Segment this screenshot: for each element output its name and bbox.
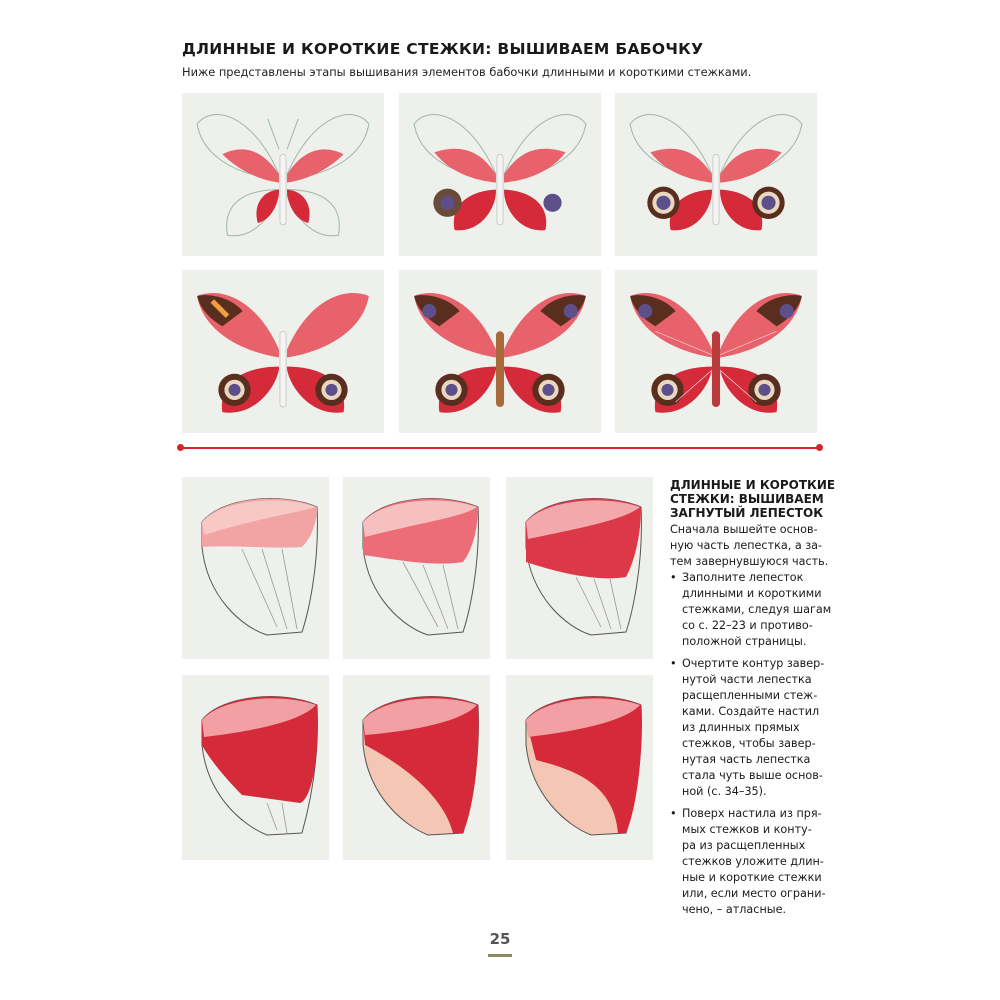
instruction-item-2: [670, 656, 825, 800]
petal-stage-1-photo: [182, 477, 329, 659]
instruction-line: стала чуть выше основ-: [682, 769, 823, 782]
petal-stage-5-photo: [343, 675, 490, 860]
bullet-icon: •: [670, 571, 677, 584]
petal-heading-line: СТЕЖКИ: ВЫШИВАЕМ: [670, 492, 824, 506]
intro-line: Сначала вышейте основ-: [670, 523, 818, 536]
instruction-line: из длинных прямых: [682, 721, 800, 734]
page-subtitle: Ниже представлены этапы вышивания элементов бабочки длинными и короткими стежками.: [182, 65, 752, 79]
instruction-line: нутая часть лепестка: [682, 753, 811, 766]
instruction-line: ками. Создайте настил: [682, 705, 820, 718]
petal-instructions-list: [670, 570, 832, 924]
instruction-line: нутой части лепестка: [682, 673, 812, 686]
page-number: 25: [489, 930, 511, 948]
butterfly-stage-5-photo: [399, 270, 601, 433]
petal-stage-2-photo: [343, 477, 490, 659]
bullet-icon: •: [670, 657, 677, 670]
intro-line: тем завернувшуюся часть.: [670, 555, 829, 568]
petal-section-heading: [670, 478, 836, 520]
instruction-line: Поверх настила из пря-: [682, 807, 822, 820]
page-title: ДЛИННЫЕ И КОРОТКИЕ СТЕЖКИ: ВЫШИВАЕМ БАБОЧКУ: [182, 40, 704, 58]
instruction-item-1: [670, 570, 832, 650]
instruction-line: ной (с. 34–35).: [682, 785, 767, 798]
instruction-line: со с. 22–23 и противо-: [682, 619, 813, 632]
section-divider: [180, 447, 820, 449]
butterfly-stage-1-photo: [182, 93, 384, 256]
instruction-line: Заполните лепесток: [682, 571, 804, 584]
page-number-underline: [488, 954, 512, 957]
bullet-icon: •: [670, 807, 677, 820]
instruction-line: стежков, чтобы завер-: [682, 737, 816, 750]
petal-heading-line: ДЛИННЫЕ И КОРОТКИЕ: [670, 478, 836, 492]
petal-heading-line: ЗАГНУТЫЙ ЛЕПЕСТОК: [670, 506, 823, 520]
instruction-line: чено, – атласные.: [682, 903, 787, 916]
divider-dot-left: [177, 444, 184, 451]
instruction-line: ра из расщепленных: [682, 839, 806, 852]
instruction-line: стежками, следуя шагам: [682, 603, 832, 616]
butterfly-stage-3-photo: [615, 93, 817, 256]
instruction-line: или, если место ограни-: [682, 887, 826, 900]
petal-stage-4-photo: [182, 675, 329, 860]
intro-line: ную часть лепестка, а за-: [670, 539, 823, 552]
butterfly-stage-4-photo: [182, 270, 384, 433]
instruction-line: мых стежков и конту-: [682, 823, 812, 836]
divider-dot-right: [816, 444, 823, 451]
butterfly-stage-6-photo: [615, 270, 817, 433]
petal-section-intro: [670, 522, 829, 570]
instruction-line: длинными и короткими: [682, 587, 822, 600]
instruction-line: Очертите контур завер-: [682, 657, 825, 670]
instruction-line: положной страницы.: [682, 635, 807, 648]
butterfly-stage-2-photo: [399, 93, 601, 256]
instruction-line: расщепленными стеж-: [682, 689, 818, 702]
petal-stage-3-photo: [506, 477, 653, 659]
instruction-line: ные и короткие стежки: [682, 871, 822, 884]
petal-stage-6-photo: [506, 675, 653, 860]
instruction-item-3: [670, 806, 826, 918]
instruction-line: стежков уложите длин-: [682, 855, 824, 868]
